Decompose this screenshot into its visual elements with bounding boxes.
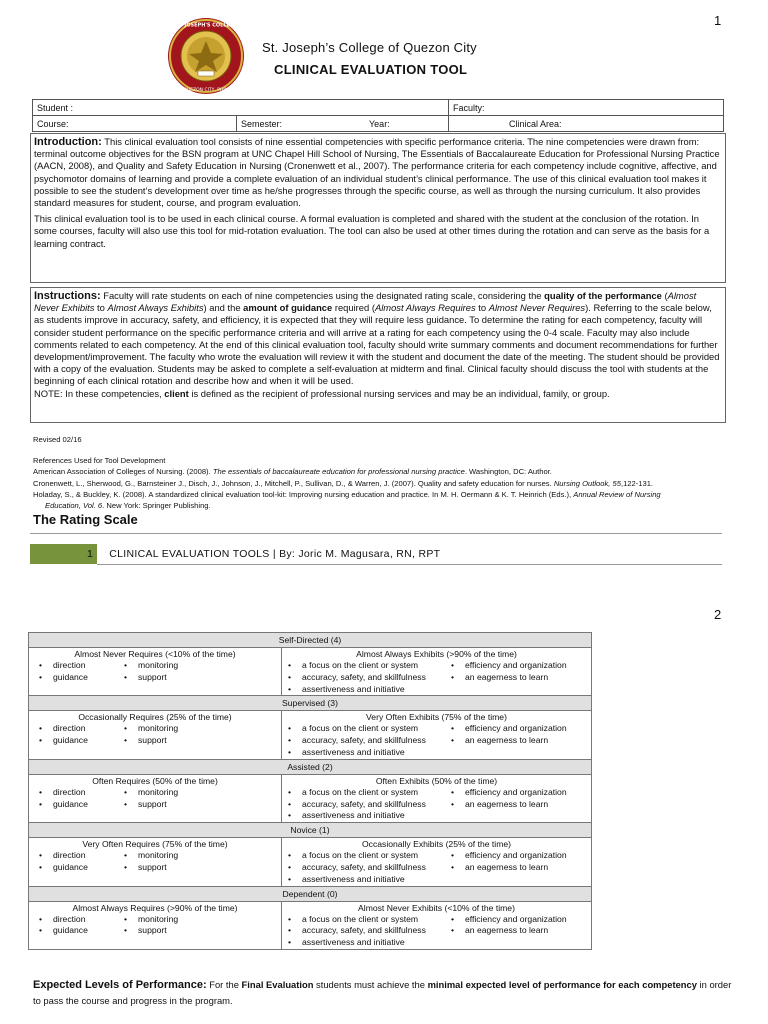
college-name: St. Joseph’s College of Quezon City <box>262 40 477 55</box>
instructions-text: to <box>475 302 489 314</box>
performance-item: • efficiency and organization <box>451 787 591 799</box>
rating-level-header: Assisted (2) <box>29 759 592 774</box>
performance-item: • a focus on the client or system <box>288 660 451 672</box>
rating-scale-title: The Rating Scale <box>33 512 138 527</box>
performance-item: • an eagerness to learn <box>451 735 591 747</box>
guidance-item: • support <box>124 672 234 684</box>
guidance-frequency-title: Almost Always Requires (>90% of the time) <box>72 902 238 913</box>
performance-frequency-title: Almost Never Exhibits (<10% of the time) <box>358 902 515 913</box>
instructions-text: ). Referring to the scale below, as students improve in accuracy, safety, and efficiency, it is expected that they will require less guidance. To determine the rating for each competency, faculty will consider student performance on the specific performance criteria and will arrive at a rating for each competency using the 0-4 scale. Faculty may also include comments related to each competency. At the end of this clinical evaluation tool, faculty should write summary comments and document recommendations for further development/improvement. The faculty who wrote the evaluation will review it with the student and document the date of the meeting. The student should be provided with a copy of the evaluation. Students may be asked to complete a self-evaluation at midterm and final. Clinical faculty should discuss the tool with students at the beginning of each clinical rotation and describe how and when it will be used. <box>34 302 720 387</box>
guidance-item: • guidance <box>39 862 124 874</box>
reference-item: Holaday, S., & Buckley, K. (2008). A standardized clinical evaluation tool-kit: Improving nursing education and practice. In M. H. Oermann & K. T. Heinrich (Eds.), Annual Review of Nursing <box>33 489 661 499</box>
reference-item-continued: Education, Vol. 6. New York: Springer Publishing. <box>45 501 211 511</box>
expected-text: students must achieve the <box>313 979 428 990</box>
svg-text:QUEZON CITY, PHIL.: QUEZON CITY, PHIL. <box>183 88 229 93</box>
guidance-item: • direction <box>39 850 124 862</box>
rating-level-header: Dependent (0) <box>29 886 592 901</box>
performance-item: • assertiveness and initiative <box>288 937 591 949</box>
guidance-item: • monitoring <box>124 850 234 862</box>
performance-item: • accuracy, safety, and skillfulness <box>288 925 451 937</box>
performance-item: • accuracy, safety, and skillfulness <box>288 862 451 874</box>
clinical-area-label: Clinical Area: <box>509 118 562 129</box>
performance-item: • assertiveness and initiative <box>288 810 591 822</box>
expected-heading: Expected Levels of Performance: <box>33 979 207 991</box>
performance-cell <box>282 774 592 822</box>
instructions-text: to <box>94 302 108 314</box>
guidance-item: • monitoring <box>124 914 234 926</box>
performance-item: • a focus on the client or system <box>288 787 451 799</box>
footer-text: CLINICAL EVALUATION TOOLS | By: Joric M. Magusara, RN, RPT <box>109 548 441 560</box>
guidance-frequency-title: Almost Never Requires (<10% of the time) <box>74 649 236 659</box>
performance-cell <box>282 838 592 886</box>
instructions-heading: Instructions: <box>34 290 101 302</box>
document-title: CLINICAL EVALUATION TOOL <box>274 62 468 77</box>
guidance-item: • support <box>124 799 234 811</box>
divider <box>30 533 722 534</box>
references-section <box>33 434 723 511</box>
performance-item: • assertiveness and initiative <box>288 684 591 696</box>
guidance-item: • direction <box>39 914 124 926</box>
performance-item: • an eagerness to learn <box>451 672 591 684</box>
rating-level-header: Supervised (3) <box>29 696 592 711</box>
footer-divider <box>97 564 722 565</box>
guidance-item: • direction <box>39 787 124 799</box>
performance-cell <box>282 648 592 696</box>
note-client-term: client <box>164 387 189 399</box>
guidance-item: • monitoring <box>124 723 234 735</box>
rating-level-header: Self-Directed (4) <box>29 633 592 648</box>
performance-item: • assertiveness and initiative <box>288 874 591 886</box>
guidance-cell <box>29 774 282 822</box>
guidance-item: • guidance <box>39 925 124 937</box>
scale-term: Almost Never Requires <box>488 302 586 314</box>
performance-frequency-title: Very Often Exhibits (75% of the time) <box>366 712 507 723</box>
performance-item: • a focus on the client or system <box>288 850 451 862</box>
note-text: is defined as the recipient of professional nursing services and may be an individual, family, or group. <box>188 387 610 399</box>
performance-item: • an eagerness to learn <box>451 925 591 937</box>
rating-level-header: Novice (1) <box>29 823 592 838</box>
performance-cell <box>282 711 592 759</box>
expected-text: For the <box>206 979 242 990</box>
performance-item: • accuracy, safety, and skillfulness <box>288 799 451 811</box>
instructions-text: Faculty will rate students on each of nine competencies using the designated rating scale, considering the <box>100 290 545 301</box>
guidance-cell <box>29 838 282 886</box>
guidance-item: • guidance <box>39 799 124 811</box>
introduction-section <box>30 133 726 283</box>
note-text: NOTE: In these competencies, <box>34 387 165 399</box>
guidance-item: • monitoring <box>124 787 234 799</box>
guidance-cell <box>29 711 282 759</box>
scale-term: Almost Always Exhibits <box>107 302 204 314</box>
revised-date: Revised 02/16 <box>33 435 82 444</box>
performance-item: • efficiency and organization <box>451 723 591 735</box>
instructions-text: ) and the <box>203 302 244 314</box>
performance-frequency-title: Often Exhibits (50% of the time) <box>375 775 498 786</box>
guidance-frequency-title: Very Often Requires (75% of the time) <box>82 839 228 850</box>
college-seal-logo <box>167 17 245 95</box>
year-label: Year: <box>369 118 390 129</box>
semester-label: Semester: <box>241 118 283 129</box>
expected-text: in order to pass the course and progress in the program. <box>33 979 732 1006</box>
performance-item: • assertiveness and initiative <box>288 747 591 759</box>
guidance-item: • support <box>124 925 234 937</box>
guidance-item: • support <box>124 735 234 747</box>
guidance-item: • direction <box>39 660 124 672</box>
minimal-level-term: minimal expected level of performance for each competency <box>427 979 697 990</box>
performance-item: • accuracy, safety, and skillfulness <box>288 672 451 684</box>
page-footer <box>87 548 440 560</box>
course-label: Course: <box>37 118 69 129</box>
performance-cell <box>282 901 592 949</box>
guidance-item: • guidance <box>39 672 124 684</box>
guidance-cell <box>29 901 282 949</box>
guidance-frequency-title: Occasionally Requires (25% of the time) <box>78 712 232 723</box>
performance-item: • an eagerness to learn <box>451 799 591 811</box>
guidance-frequency-title: Often Requires (50% of the time) <box>92 775 218 786</box>
student-info-table <box>32 99 724 132</box>
guidance-item: • guidance <box>39 735 124 747</box>
performance-item: • efficiency and organization <box>451 914 591 926</box>
quality-emphasis: quality of the performance <box>544 290 662 301</box>
performance-item: • accuracy, safety, and skillfulness <box>288 735 451 747</box>
page-number: 2 <box>714 607 722 622</box>
performance-item: • a focus on the client or system <box>288 723 451 735</box>
svg-text:ST. JOSEPH'S COLLEGE: ST. JOSEPH'S COLLEGE <box>174 22 238 29</box>
guidance-cell <box>29 648 282 696</box>
reference-item: American Association of Colleges of Nursing. (2008). The essentials of baccalaureate education for professional nursing practice. Washington, DC: Author. <box>33 467 552 477</box>
page-number: 1 <box>714 13 722 28</box>
final-evaluation-term: Final Evaluation <box>241 979 314 990</box>
guidance-item: • support <box>124 862 234 874</box>
references-heading: References Used for Tool Development <box>33 456 166 466</box>
performance-item: • efficiency and organization <box>451 660 591 672</box>
scale-term: Almost Never Exhibits <box>34 290 697 314</box>
guidance-emphasis: amount of guidance <box>243 302 333 314</box>
student-label: Student : <box>37 102 74 113</box>
introduction-heading: Introduction: <box>34 136 102 148</box>
guidance-item: • direction <box>39 723 124 735</box>
instructions-text: ( <box>661 290 668 301</box>
performance-item: • an eagerness to learn <box>451 862 591 874</box>
performance-item: • a focus on the client or system <box>288 914 451 926</box>
footer-page-number: 1 <box>87 548 94 560</box>
guidance-item: • monitoring <box>124 660 234 672</box>
introduction-text: This clinical evaluation tool consists of nine essential competencies with specific performance criteria. The nine competencies were drawn from: terminal outcome objectives for the BSN program at UNC Chapel Hill School of Nursing, The Essentials of Baccalaureate Education for Professional Nursing Practice (AACN, 2008), and Quality and Safety Education in Nursing (Cronenwett et al., 2007). The performance criteria for each competency include cognitive, affective, and psychomotor domains of learning and provide a complete evaluation of an individual student’s clinical performance. The use of this clinical evaluation tool makes it possible to see the student’s development over time as he/she progresses through the specific course, as well as through the nursing curriculum. It also provides standard measures for student, course, and program evaluation. <box>34 136 720 209</box>
performance-frequency-title: Almost Always Exhibits (>90% of the time) <box>356 649 517 659</box>
performance-frequency-title: Occasionally Exhibits (25% of the time) <box>361 839 512 850</box>
instructions-text: required ( <box>332 302 375 314</box>
performance-item: • efficiency and organization <box>451 850 591 862</box>
instructions-section <box>30 287 726 423</box>
reference-item: Cronenwett, L., Sherwood, G., Barnsteiner J., Disch, J., Johnson, J., Mitchell, P., Sullivan, D., & Warren, J. (2007). Quality and safety education for nurses. Nursing Outlook, 55,122-131. <box>33 478 654 488</box>
introduction-usage-text: This clinical evaluation tool is to be used in each clinical course. A formal evaluation is completed and shared with the student at the conclusion of the rotation. In some courses, faculty will also use this tool for mid-rotation evaluation. The tool can also be used at other times during the rotation and can serve as the basis for a learning contract. <box>34 213 710 249</box>
expected-performance-section <box>33 977 733 1009</box>
rating-scale-table <box>28 632 592 950</box>
scale-term: Almost Always Requires <box>374 302 476 314</box>
faculty-label: Faculty: <box>453 102 485 113</box>
